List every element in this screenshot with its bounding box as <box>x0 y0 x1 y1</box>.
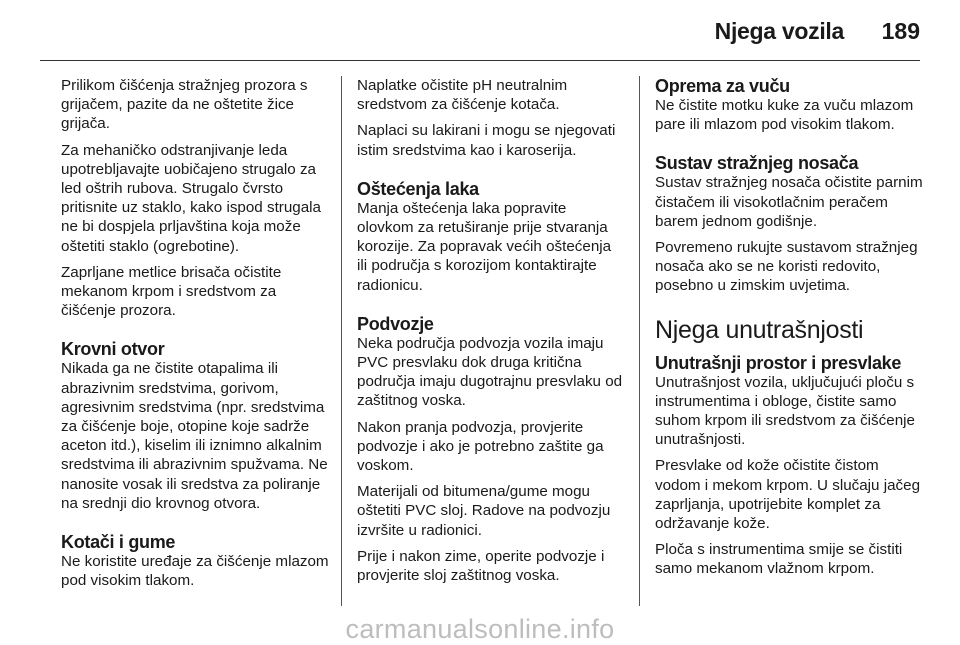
page-header <box>0 0 960 60</box>
paragraph: Manja oštećenja laka popravite olovkom za retuširanje prije stvaranja korozije. Za popravak većih oštećenja ili područja s korozijom kontaktirajte radionicu. <box>357 199 612 294</box>
column-divider <box>639 76 640 606</box>
header-title: Njega vozila <box>714 18 844 44</box>
section-heading: Krovni otvor <box>61 339 165 360</box>
column-2 <box>357 76 625 592</box>
paragraph: Nikada ga ne čistite otapalima ili abrazivnim sredstvima, gorivom, agresivnim sredstvima (npr. sredstvima za čišćenje boje, otopine koje sadrže aceton itd.), kiselim ili iznimno alkalnim sredstvima ili abrazivnim spužvama. Ne nanosite vosak ili sredstva za poliranje na srednji dio krovnog otvora. <box>61 360 328 512</box>
paragraph: Za mehaničko odstranjivanje leda upotrebljavajte uobičajeno strugalo za led oštrih rubova. Strugalo čvrsto pritisnite uz staklo, kako ispod strugala ne bi dospjela prljavština koja može oštetiti staklo (ogrebotine). <box>61 141 322 255</box>
paragraph: Ne čistite motku kuke za vuču mlazom pare ili mlazom pod visokim tlakom. <box>655 97 914 134</box>
page-number: 189 <box>881 18 920 44</box>
paragraph: Neka područja podvozja vozila imaju PVC presvlaku dok druga kritična područja imaju dugotrajnu presvlaku od zaštitnog voska. <box>357 334 623 410</box>
paragraph: Ploča s instrumentima smije se čistiti samo mekanom vlažnom krpom. <box>655 541 903 578</box>
paragraph: Povremeno rukujte sustavom stražnjeg nosača ako se ne koristi redovito, posebno u zimskim uvjetima. <box>655 239 918 295</box>
column-1 <box>61 76 329 597</box>
paragraph: Zaprljane metlice brisača očistite mekanom krpom i sredstvom za čišćenje prozora. <box>61 263 282 320</box>
section-heading: Unutrašnji prostor i presvlake <box>655 352 902 373</box>
chapter-heading: Njega unutrašnjosti <box>655 315 864 344</box>
paragraph: Naplaci su lakirani i mogu se njegovati istim sredstvima kao i karoserija. <box>357 122 616 159</box>
section-heading: Oštećenja laka <box>357 178 479 199</box>
section-heading: Kotači i gume <box>61 532 176 553</box>
paragraph: Naplatke očistite pH neutralnim sredstvom za čišćenje kotača. <box>357 77 568 114</box>
paragraph: Sustav stražnjeg nosača očistite parnim čistačem ili visokotlačnim peračem barem jednom godišnje. <box>655 174 923 230</box>
paragraph: Presvlake od kože očistite čistom vodom i mekom krpom. U slučaju jačeg zaprljanja, upotrijebite komplet za održavanje kože. <box>655 457 921 533</box>
paragraph: Nakon pranja podvozja, provjerite podvozje i ako je potrebno zaštite ga voskom. <box>357 418 604 475</box>
section-heading: Podvozje <box>357 313 434 334</box>
paragraph: Unutrašnjost vozila, uključujući ploču s instrumentima i obloge, čistite samo suhom krpom ili sredstvom za čišćenje unutrašnjosti. <box>655 373 915 449</box>
paragraph: Prilikom čišćenja stražnjeg prozora s grijačem, pazite da ne oštetite žice grijača. <box>61 77 308 133</box>
paragraph: Prije i nakon zime, operite podvozje i provjerite sloj zaštitnog voska. <box>357 547 605 585</box>
paragraph: Materijali od bitumena/gume mogu oštetiti PVC sloj. Radove na podvozju izvršite u radionici. <box>357 483 611 539</box>
column-divider <box>341 76 342 606</box>
paragraph: Ne koristite uređaje za čišćenje mlazom pod visokim tlakom. <box>61 553 329 590</box>
section-heading: Oprema za vuču <box>655 76 790 96</box>
header-divider <box>40 60 920 61</box>
column-3 <box>655 76 923 586</box>
section-heading: Sustav stražnjeg nosača <box>655 153 859 174</box>
watermark: carmanualsonline.info <box>345 614 615 644</box>
